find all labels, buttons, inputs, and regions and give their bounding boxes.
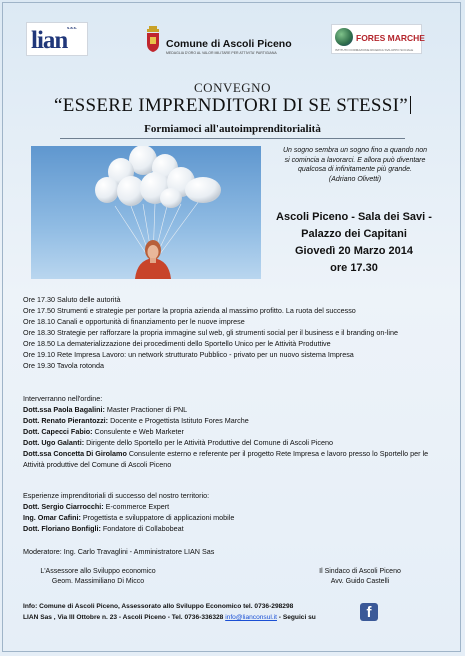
signature-title: Il Sindaco di Ascoli Piceno (319, 568, 401, 575)
signature-name: Geom. Massimiliano Di Micco (51, 578, 145, 585)
experience-row (23, 512, 445, 523)
fores-marche-logo (331, 24, 425, 54)
experience-name: Ing. Omar Cafini: (23, 513, 81, 522)
quote-line: si comincia a lavorarci. E allora può diventare (284, 156, 426, 164)
experiences-heading: Esperienze imprenditoriali di successo del nostro territorio: (23, 491, 210, 500)
speaker-row (23, 448, 445, 470)
speakers-heading: Interverranno nell'ordine: (23, 394, 103, 403)
footer-line-lian (23, 612, 363, 623)
comune-crest-icon (146, 26, 160, 52)
sindaco-signature (300, 567, 420, 587)
lian-logo (26, 22, 88, 56)
speaker-name: Dott.ssa Paola Bagalini: (23, 405, 105, 414)
event-time: ore 17.30 (330, 262, 378, 274)
speaker-row (23, 415, 445, 426)
moderator-text: Moderatore: Ing. Carlo Travaglini - Amministratore LIAN Sas (23, 547, 215, 556)
email-link[interactable]: info@lianconsul.it (225, 614, 277, 621)
assessore-signature (23, 567, 173, 587)
signature-title: L'Assessore allo Sviluppo economico (40, 568, 156, 575)
quote-line: Un sogno sembra un sogno fino a quando non (283, 147, 427, 154)
speaker-row (23, 426, 445, 437)
program-item: Ore 19.10 Rete Impresa Lavoro: un network strutturato Pubblico - privato per un nuovo sistema Impresa (23, 350, 354, 359)
event-title (0, 95, 465, 117)
event-title-text: “ESSERE IMPRENDITORI DI SE STESSI” (54, 95, 408, 116)
lian-logo-text: lian (31, 27, 68, 54)
program-list (23, 294, 445, 371)
text-cursor (410, 96, 411, 114)
venue-building: Palazzo dei Capitani (301, 228, 407, 240)
comune-subtitle: MEDAGLIA D'ORO AL VALOR MILITARE PER ATTIVITA' PARTIGIANA (166, 51, 277, 55)
experience-row (23, 523, 445, 534)
facebook-icon[interactable]: f (360, 603, 378, 621)
speaker-name: Dott. Capecci Fabio: (23, 427, 93, 436)
info-footer (23, 601, 363, 623)
footer-follow-text: - Seguici su (276, 614, 316, 621)
quote-line: qualcosa di infinitamente più grande. (297, 166, 413, 173)
speaker-role: Dirigente dello Sportello per le Attività Produttive del Comune di Ascoli Piceno (86, 438, 333, 447)
speaker-role: Consulente esterno e referente per il progetto Rete Impresa e lavoro presso lo Sportello per le Attività produttive del Comune di Ascoli Piceno (23, 449, 429, 469)
footer-lian-address: LIAN Sas , Via III Ottobre n. 23 - Ascoli Piceno - Tel. 0736-336328 (23, 614, 224, 621)
comune-name: Comune di Ascoli Piceno (166, 38, 292, 50)
experience-role: Progettista e sviluppatore di applicazioni mobile (82, 513, 235, 522)
experience-row (23, 501, 445, 512)
footer-line-comune: Info: Comune di Ascoli Piceno, Assessorato allo Sviluppo Economico tel. 0736-298298 (23, 603, 294, 610)
experience-role: Fondatore di Collabobeat (102, 524, 184, 533)
balloons-photo (31, 146, 261, 279)
event-date: Giovedì 20 Marzo 2014 (295, 245, 413, 257)
speaker-name: Dott. Ugo Galanti: (23, 438, 85, 447)
globe-icon (335, 28, 353, 46)
speakers-section (23, 393, 445, 470)
program-item: Ore 19.30 Tavola rotonda (23, 361, 104, 370)
venue-line: Ascoli Piceno - Sala dei Savi - (276, 211, 432, 223)
speaker-row (23, 404, 445, 415)
quote-author: (Adriano Olivetti) (328, 175, 382, 183)
fores-logo-subtitle: ISTITUTO FORMAZIONE RICERCA SVILUPPO SOCIALE (335, 48, 414, 52)
moderator-line (23, 546, 445, 557)
speaker-name: Dott.ssa Concetta Di Girolamo (23, 449, 127, 458)
program-item: Ore 18.30 Strategie per rafforzare la propria immagine sul web, gli strumenti social per il business e il branding on-line (23, 328, 399, 337)
program-item: Ore 18.10 Canali e opportunità di finanziamento per le nuove imprese (23, 317, 245, 326)
speaker-role: Docente e Progettista Istituto Fores Marche (110, 416, 249, 425)
experience-name: Dott. Floriano Bonfigli: (23, 524, 101, 533)
speaker-role: Master Practioner di PNL (106, 405, 188, 414)
experience-role: E-commerce Expert (105, 502, 170, 511)
lian-logo-small-text: s.a.s. (67, 25, 78, 30)
program-item: Ore 17.50 Strumenti e strategie per portare la propria azienda al massimo profitto. La ruota del successo (23, 306, 356, 315)
olivetti-quote (266, 146, 444, 184)
speaker-role: Consulente e Web Marketer (94, 427, 184, 436)
program-item: Ore 17.30 Saluto delle autorità (23, 295, 121, 304)
fores-logo-text: FORES MARCHE (356, 33, 425, 43)
experiences-section (23, 490, 445, 534)
program-item: Ore 18.50 La dematerializzazione dei procedimenti dello Sportello Unico per le Attività Produttive (23, 339, 331, 348)
title-divider (60, 138, 405, 139)
event-type: CONVEGNO (194, 80, 271, 95)
signature-name: Avv. Guido Castelli (330, 578, 390, 585)
speaker-row (23, 437, 445, 448)
experience-name: Dott. Sergio Ciarrocchi: (23, 502, 104, 511)
event-venue-date (268, 209, 440, 277)
event-subtitle: Formiamoci all'autoimprenditorialità (144, 123, 321, 135)
speaker-name: Dott. Renato Pierantozzi: (23, 416, 109, 425)
